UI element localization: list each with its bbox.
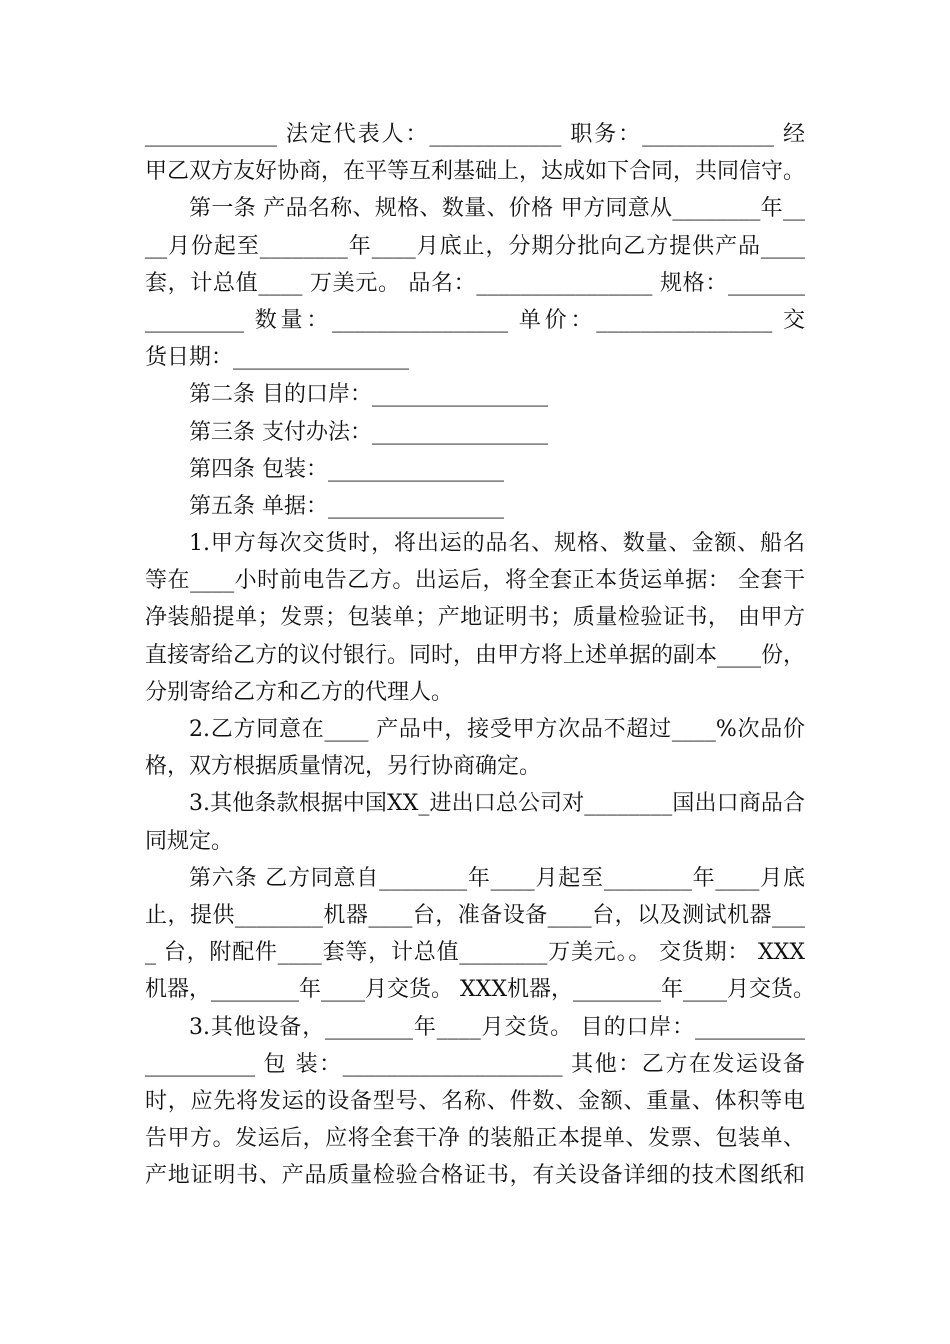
text-line: 直接寄给乙方的议付银行。同时，由甲方将上述单据的副本____份，	[145, 642, 806, 668]
text-line: 第二条 目的口岸：________________	[189, 382, 548, 408]
paragraph-legal-representative	[145, 116, 805, 190]
text-line: 机器，________年____月交货。 XXX机器，________年____月交货。	[145, 977, 815, 1003]
text-line: 第六条 乙方同意自________年____月起至________年____月底	[189, 865, 805, 891]
text-line: 分别寄给乙方和乙方的代理人。	[145, 679, 454, 705]
paragraph-item-2	[145, 711, 805, 785]
text-line: 第三条 支付办法：________________	[189, 419, 548, 445]
paragraph-other-equipment	[145, 1009, 805, 1195]
text-line: 产地证明书、产品质量检验合格证书，有关设备详细的技术图纸和	[145, 1163, 805, 1189]
text-line: 3.其他设备，________年____月交货。 目的口岸：__________	[189, 1014, 805, 1040]
paragraph-item-3	[145, 785, 805, 859]
paragraph-item-1	[145, 525, 805, 711]
text-line: 第四条 包装：________________	[189, 456, 504, 482]
text-line: 套，计总值____ 万美元。 品名：________________ 规格：_______	[145, 270, 805, 296]
text-line: 止，提供________机器____台，准备设备____台，以及测试机器___	[145, 902, 805, 928]
text-line: __________ 包 装：____________________ 其他：乙方在发运设备	[145, 1051, 805, 1077]
text-line: 告甲方。发运后，应将全套干净 的装船正本提单、发票、包装单、	[145, 1126, 805, 1152]
text-line: 1.甲方每次交货时，将出运的品名、规格、数量、金额、船名	[189, 531, 805, 557]
text-line: 2.乙方同意在____ 产品中，接受甲方次品不超过____%次品价	[189, 717, 805, 742]
text-line: 等在____小时前电告乙方。出运后，将全套正本货运单据： 全套干	[145, 568, 805, 594]
paragraph-article-1	[145, 190, 805, 376]
paragraph-article-6	[145, 860, 815, 1009]
paragraph-article-5	[145, 488, 805, 525]
text-line: 甲乙双方友好协商，在平等互利基础上，达成如下合同，共同信守。	[145, 159, 806, 185]
text-line: 3.其他条款根据中国XX_进出口总公司对________国出口商品合	[189, 791, 805, 817]
text-line: 时，应先将发运的设备型号、名称、件数、金额、重量、体积等电	[145, 1088, 805, 1114]
text-line: 格，双方根据质量情况，另行协商确定。	[145, 754, 542, 780]
document-body	[145, 116, 815, 1194]
text-line: ____________ 法定代表人：____________ 职务：____________ 经	[145, 122, 805, 147]
text-line: 净装船提单；发票；包装单；产地证明书；质量检验证书， 由甲方	[145, 605, 805, 631]
paragraph-article-4	[145, 451, 805, 488]
text-line: 货日期：________________	[145, 345, 410, 371]
paragraph-article-2	[145, 376, 805, 413]
text-line: 第一条 产品名称、规格、数量、价格 甲方同意从________年__	[189, 196, 805, 222]
text-line: 第五条 单据：________________	[189, 493, 504, 519]
text-line: 同规定。	[145, 828, 234, 854]
text-line: _ 台，附配件____套等，计总值________万美元。。 交货期： XXX	[145, 940, 805, 966]
paragraph-article-3	[145, 414, 805, 451]
text-line: _________ 数量：________________ 单价：________________ 交	[145, 307, 805, 333]
text-line: __月份起至________年____月底止，分期分批向乙方提供产品____	[145, 233, 805, 259]
